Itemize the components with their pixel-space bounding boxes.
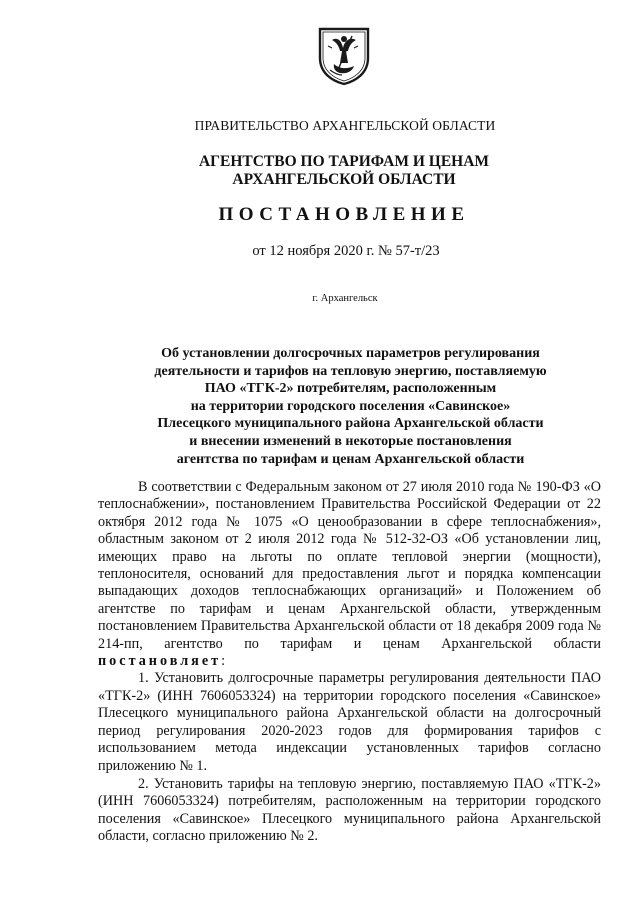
subject-line: на территории городского поселения «Савинское» xyxy=(190,398,511,414)
subject-line: агентства по тарифам и ценам Архангельской области xyxy=(176,451,525,467)
clause-1: 1. Установить долгосрочные параметры регулирования деятельности ПАО «ТГК-2» (ИНН 7606053324) на территории городского поселения «Савинское» Плесецкого муниципального района Архангельской области на долгосрочный период регулирования 2020-2023 годов для формирования тарифов с использованием метода индексации установленных тарифов согласно приложению № 1. xyxy=(98,670,601,774)
subject-line: ПАО «ТГК-2» потребителям, расположенным xyxy=(204,381,497,397)
subject-line: Об установлении долгосрочных параметров регулирования xyxy=(161,346,540,361)
coat-of-arms-icon xyxy=(316,26,372,86)
document-subject xyxy=(120,345,581,468)
subject-line: деятельности и тарифов на тепловую энергию, поставляемую xyxy=(154,363,547,379)
decree-word: постановляет xyxy=(98,653,222,670)
document-type: ПОСТАНОВЛЕНИЕ xyxy=(218,204,470,225)
agency-name-line1: АГЕНТСТВО ПО ТАРИФАМ И ЦЕНАМ xyxy=(198,153,490,170)
preamble-text: В соответствии с Федеральным законом от 27 июля 2010 года № 190-ФЗ «О теплоснабжении», постановлением Правительства Российской Федерации от 22 октября 2012 года № 1075 «О ценообразовании в сфере теплоснабжения», областным законом от 2 июля 2012 года № 512-32-ОЗ «Об установлении лиц, имеющих право на льготы по оплате тепловой энергии (мощности), теплоносителя, оснований для предоставления льгот и порядка компенсации выпадающих доходов теплоснабжающих организаций» и Положением об агентстве по тарифам и ценам Архангельской области, утвержденным постановлением Правительства Архангельской области от 18 декабря 2009 года № 214-пп, агентство по тарифам и ценам Архангельской области xyxy=(98,479,601,652)
preamble-paragraph xyxy=(98,479,601,670)
document-city: г. Архангельск xyxy=(312,293,378,304)
document-body xyxy=(98,479,601,846)
subject-line: и внесении изменений в некоторые постановления xyxy=(189,433,512,449)
agency-name-line2: АРХАНГЕЛЬСКОЙ ОБЛАСТИ xyxy=(232,171,456,188)
document-date-number: от 12 ноября 2020 г. № 57-т/23 xyxy=(252,243,440,259)
decree-colon: : xyxy=(221,653,226,670)
agency-name xyxy=(0,153,640,189)
subject-line: Плесецкого муниципального района Архангельской области xyxy=(157,416,544,432)
clause-2: 2. Установить тарифы на тепловую энергию, поставляемую ПАО «ТГК-2» (ИНН 7606053324) потребителям, расположенным на территории городского поселения «Савинское» Плесецкого муниципального района Архангельской области, согласно приложению № 2. xyxy=(98,775,601,845)
government-name: ПРАВИТЕЛЬСТВО АРХАНГЕЛЬСКОЙ ОБЛАСТИ xyxy=(194,118,496,133)
